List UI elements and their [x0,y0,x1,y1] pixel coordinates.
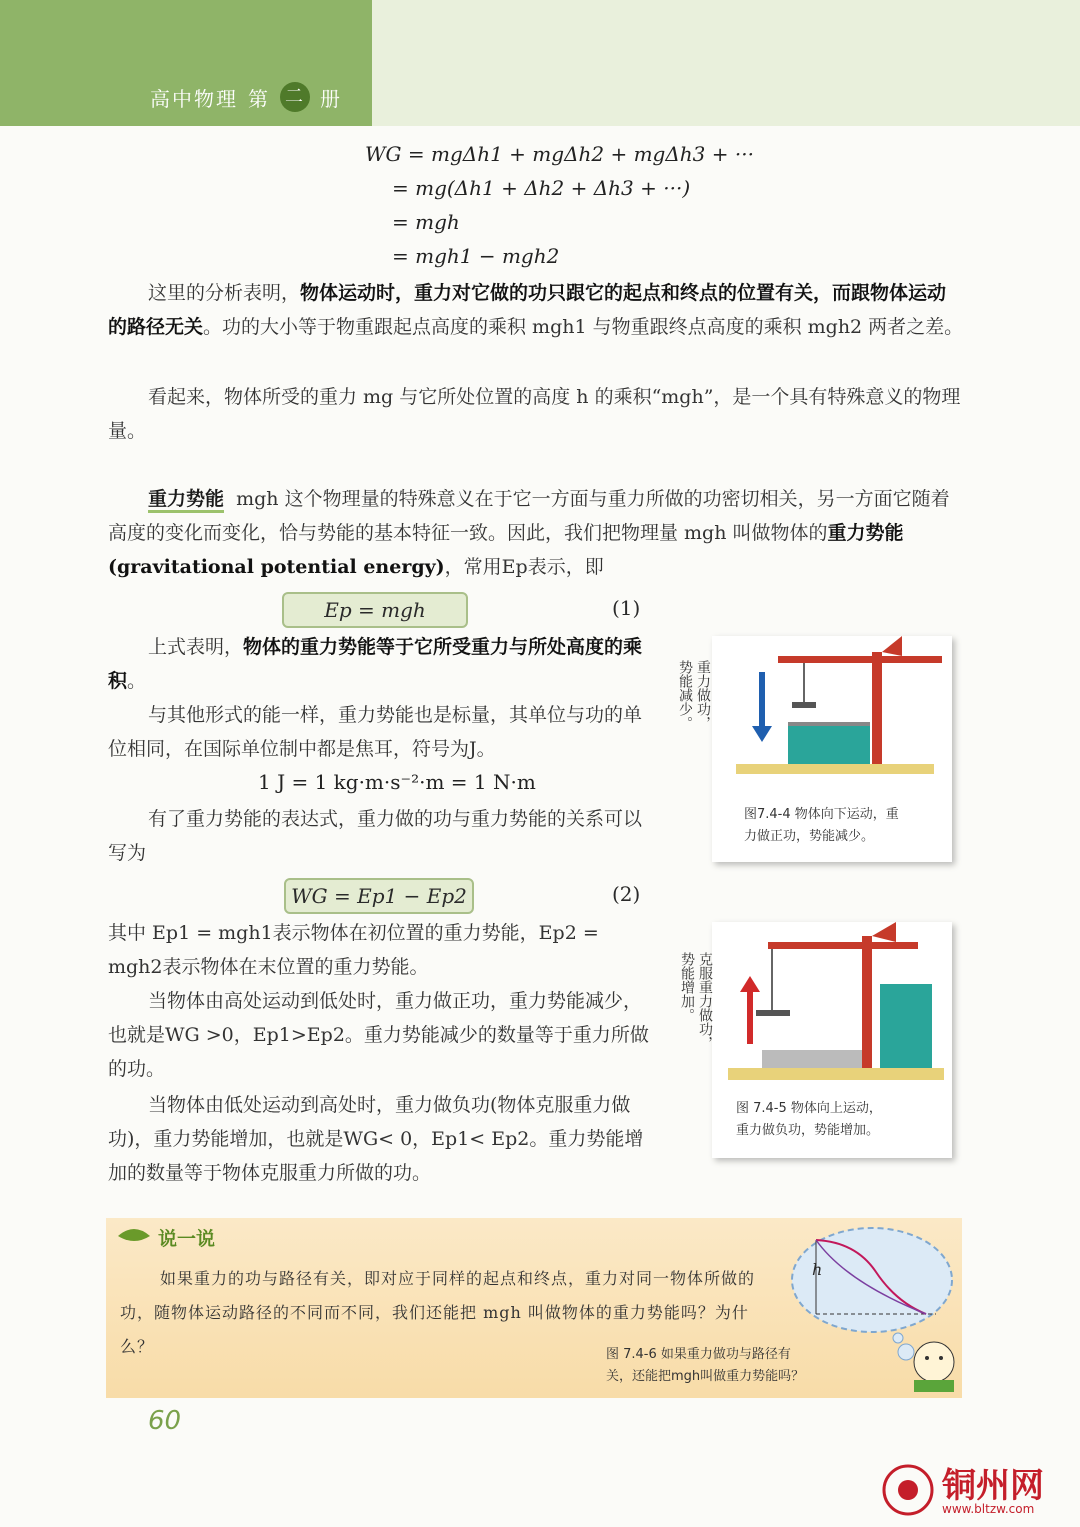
leaf-icon [116,1226,152,1246]
figure-caption-7-4-6: 图 7.4-6 如果重力做功与路径有 关，还能把mgh叫做重力势能吗？ [606,1347,805,1384]
paragraph-relation: 有了重力势能的表达式，重力做的功与重力势能的关系可以写为 [108,808,643,864]
crane-illustration-down [712,636,952,786]
header-title: 高中物理 [150,86,238,111]
figure-caption: 图7.4-4 物体向下运动，重 力做正功，势能减少。 [744,807,899,844]
header-band-right [372,0,1080,126]
equation-line-2: = mg(Δh1 + Δh2 + Δh3 + ···) [392,176,691,200]
running-header [150,82,342,112]
paragraph-downward: 当物体由高处运动到低处时，重力做正功，重力势能减少，也就是WG >0，Ep1>Ep2。重力势能减少的数量等于重力所做的功。 [108,990,649,1080]
watermark-logo-icon [880,1462,936,1518]
formula-number-1: (1) [612,596,641,620]
paragraph-ep-definitions: 其中 Ep1 = mgh1表示物体在初位置的重力势能，Ep2 = mgh2表示物体在末位置的重力势能。 [108,922,599,978]
header-ce: 册 [320,86,342,111]
paragraph-analysis: 这里的分析表明，物体运动时，重力对它做的功只跟它的起点和终点的位置有关，而跟物体运动的路径无关。功的大小等于物重跟起点高度的乘积 mgh1 与物重跟终点高度的乘积 mgh2 两者之差。 [108,282,964,338]
equation-line-1: WG = mgΔh1 + mgΔh2 + mgΔh3 + ··· [365,142,754,166]
watermark-name: 铜州网 [942,1466,1044,1506]
fig4-label-energy: 势能减少。 [677,660,693,730]
height-label: h [812,1260,823,1279]
section-heading: 重力势能 [148,488,224,513]
equation-line-4: = mgh1 − mgh2 [392,244,560,268]
figure-caption: 图 7.4-5 物体向上运动， 重力做负功，势能增加。 [736,1101,882,1138]
watermark-url: www.bltzw.com [942,1502,1035,1516]
figure-7-4-4 [677,636,952,862]
key-statement: 物体运动时，重力对它做的功只跟它的起点和终点的位置有关，而跟物体运动的路径无关 [108,282,947,338]
unit-equation: 1 J = 1 kg·m·s⁻²·m = 1 N·m [258,770,536,794]
paragraph-definition: 重力势能 mgh 这个物理量的特殊意义在于它一方面与重力所做的功密切相关，另一方面它随着高度的变化而变化，恰与势能的基本特征一致。因此，我们把物理量 mgh 叫做物体的重力势能(gravitational potential energy)，常用Ep表示，即 [108,488,950,578]
fig5-label-work: 克服重力做功， [697,952,713,1050]
discussion-title: 说一说 [158,1228,216,1250]
figure-7-4-5 [679,922,952,1158]
fig5-label-energy: 势能增加。 [679,952,695,1022]
discussion-text: 如果重力的功与路径有关，即对应于同样的起点和终点，重力对同一物体所做的功，随物体运动路径的不同而不同，我们还能把 mgh 叫做物体的重力势能吗？为什么？ [120,1269,756,1356]
formula-number-2: (2) [612,882,641,906]
equation-line-3: = mgh [392,210,460,234]
formula-box-2: WG = Ep1 − Ep2 [284,878,474,914]
paragraph-mgh: 看起来，物体所受的重力 mg 与它所处位置的高度 h 的乘积“mgh”，是一个具有特殊意义的物理量。 [108,386,961,442]
header-di: 第 [248,86,270,111]
formula-box-1: Ep = mgh [282,592,468,628]
page-number: 60 [148,1406,182,1436]
paragraph-unit: 与其他形式的能一样，重力势能也是标量，其单位与功的单位相同，在国际单位制中都是焦耳，符号为J。 [108,704,643,760]
key-meaning: 物体的重力势能等于它所受重力与所处高度的乘积 [108,636,643,692]
fig4-label-work: 重力做功， [695,660,711,730]
paragraph-meaning: 上式表明，物体的重力势能等于它所受重力与所处高度的乘积。 [108,636,643,692]
volume-badge: 二 [280,82,310,112]
term-definition: 重力势能(gravitational potential energy) [108,522,904,578]
crane-illustration-up [712,922,952,1092]
paragraph-upward: 当物体由低处运动到高处时，重力做负功(物体克服重力做功)，重力势能增加，也就是WG< 0，Ep1< Ep2。重力势能增加的数量等于物体克服重力所做的功。 [108,1094,644,1184]
